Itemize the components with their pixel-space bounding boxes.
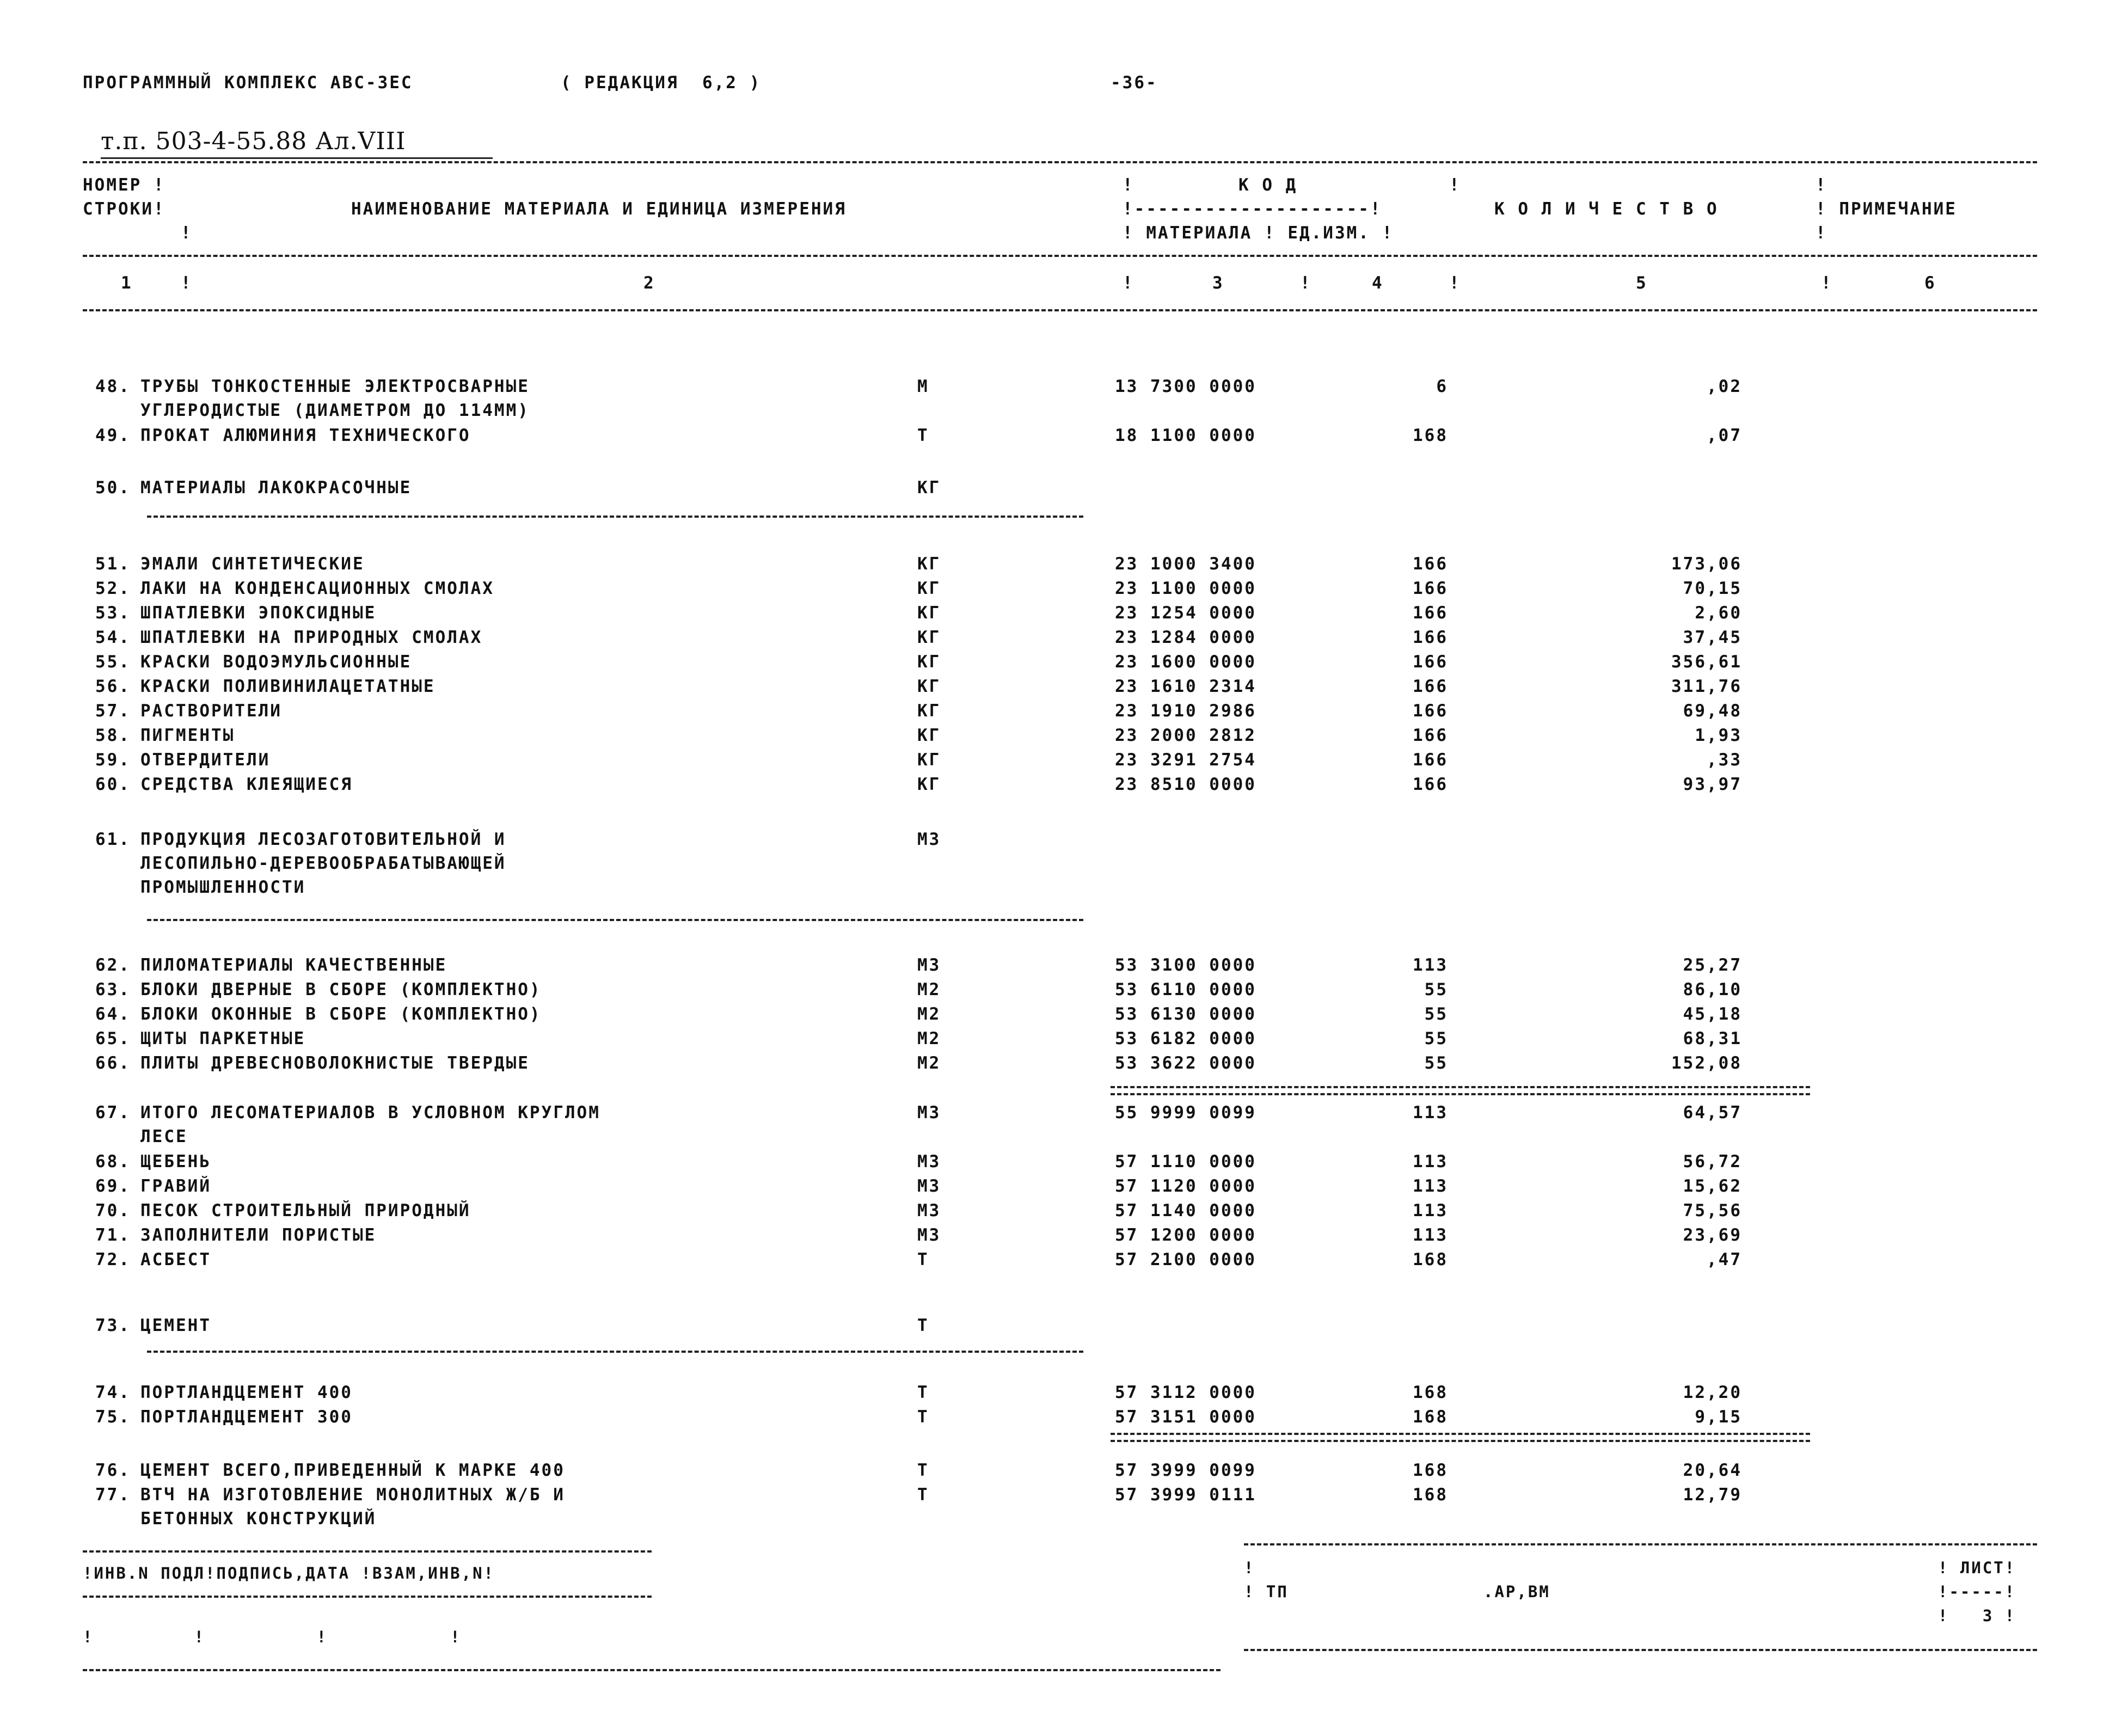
table-top-rule [83,161,2037,163]
row-quantity: 45,18 [1683,1004,1742,1024]
header-name: НАИМЕНОВАНИЕ МАТЕРИАЛА И ЕДИНИЦА ИЗМЕРЕНИЯ [351,199,847,219]
row-material-code: 23 1610 2314 [1115,677,1256,696]
row-unit-code: 168 [1413,1250,1448,1269]
row-quantity: 86,10 [1683,980,1742,999]
row-unit: КГ [917,677,941,696]
row-name: ВТЧ НА ИЗГОТОВЛЕНИЕ МОНОЛИТНЫХ Ж/Б И [140,1485,565,1505]
col-bar: ! [1449,273,1459,293]
row-number: 63. [95,980,131,999]
row-unit: Т [917,1461,929,1480]
row-unit: М3 [917,1176,941,1196]
col-num-1: 1 [121,273,131,293]
header-code-bar: ! [1123,175,1134,195]
row-number: 69. [95,1176,131,1196]
row-number: 68. [95,1152,131,1171]
row-name: ЩИТЫ ПАРКЕТНЫЕ [140,1029,306,1048]
row-quantity: ,07 [1707,426,1742,445]
row-material-code: 53 6182 0000 [1115,1029,1256,1048]
row-unit-code: 55 [1424,1053,1448,1073]
row-name: ЗАПОЛНИТЕЛИ ПОРИСТЫЕ [140,1225,377,1245]
row-quantity: 1,93 [1695,726,1742,745]
row-material-code: 57 3999 0099 [1115,1461,1256,1480]
row-name: УГЛЕРОДИСТЫЕ (ДИАМЕТРОМ ДО 114ММ) [140,401,530,420]
row-name: ПРОКАТ АЛЮМИНИЯ ТЕХНИЧЕСКОГО [140,426,471,445]
row-unit-code: 168 [1413,1407,1448,1427]
row-quantity: 9,15 [1695,1407,1742,1427]
row-unit-code: 168 [1413,1383,1448,1402]
row-unit-code: 113 [1413,1225,1448,1245]
stamp-top-rule [83,1550,652,1553]
row-material-code: 53 6130 0000 [1115,1004,1256,1024]
row-name: ОТВЕРДИТЕЛИ [140,750,271,770]
row-unit-code: 166 [1413,701,1448,721]
header-quantity: К О Л И Ч Е С Т В О [1494,199,1719,219]
row-number: 70. [95,1201,131,1220]
row-name: ПРОМЫШЛЕННОСТИ [140,878,306,897]
row-quantity: 23,69 [1683,1225,1742,1245]
row-quantity: 93,97 [1683,775,1742,794]
row-name: МАТЕРИАЛЫ ЛАКОКРАСОЧНЫЕ [140,478,412,498]
row-name: ЛЕСЕ [140,1127,188,1146]
row-unit: КГ [917,579,941,598]
row-material-code: 57 1120 0000 [1115,1176,1256,1196]
row-name: ПИЛОМАТЕРИАЛЫ КАЧЕСТВЕННЫЕ [140,955,447,975]
title-block-code: .АР,ВМ [1483,1582,1550,1601]
row-unit: КГ [917,554,941,574]
row-name: БЕТОННЫХ КОНСТРУКЦИЙ [140,1509,377,1529]
row-number: 58. [95,726,131,745]
row-quantity: 152,08 [1671,1053,1742,1073]
row-number: 66. [95,1053,131,1073]
row-unit: Т [917,1250,929,1269]
row-number: 50. [95,478,131,498]
row-unit-code: 166 [1413,677,1448,696]
row-material-code: 55 9999 0099 [1115,1103,1256,1122]
header-row-number: НОМЕР ! [83,175,165,195]
sheet-label: ! ЛИСТ! [1938,1559,2016,1577]
row-number: 76. [95,1461,131,1480]
row-unit-code: 166 [1413,579,1448,598]
title-block-tp: ! ТП [1244,1582,1289,1601]
row-number: 57. [95,701,131,721]
row-quantity: 75,56 [1683,1201,1742,1220]
row-name: ЛЕСОПИЛЬНО-ДЕРЕВООБРАБАТЫВАЮЩЕЙ [140,854,506,873]
document-reference: т.п. 503-4-55.88 Ал.VIII [101,127,406,155]
group-rule-cement [147,1351,1083,1353]
row-quantity: 356,61 [1671,652,1742,672]
row-quantity: 70,15 [1683,579,1742,598]
row-unit: КГ [917,775,941,794]
row-unit: М2 [917,1004,941,1024]
row-unit-code: 168 [1413,1485,1448,1505]
row-material-code: 57 3999 0111 [1115,1485,1256,1505]
row-unit-code: 113 [1413,955,1448,975]
row-unit-code: 113 [1413,1103,1448,1122]
header-code: К О Д [1238,175,1298,195]
row-number: 65. [95,1029,131,1048]
row-number: 71. [95,1225,131,1245]
row-unit-code: 166 [1413,554,1448,574]
row-name: ПОРТЛАНДЦЕМЕНТ 400 [140,1383,353,1402]
program-title: ПРОГРАММНЫЙ КОМПЛЕКС АВС-3ЕС [83,73,413,93]
header-note: ! ПРИМЕЧАНИЕ [1816,199,1957,219]
col-num-3: 3 [1212,273,1223,293]
row-name: КРАСКИ ВОДОЭМУЛЬСИОННЫЕ [140,652,412,672]
row-material-code: 23 2000 2812 [1115,726,1256,745]
row-unit: М2 [917,1029,941,1048]
row-name: ТРУБЫ ТОНКОСТЕННЫЕ ЭЛЕКТРОСВАРНЫЕ [140,377,530,396]
row-number: 72. [95,1250,131,1269]
row-unit: М2 [917,980,941,999]
row-material-code: 18 1100 0000 [1115,426,1256,445]
title-block-top [1244,1543,2037,1545]
row-unit-code: 168 [1413,1461,1448,1480]
row-material-code: 23 8510 0000 [1115,775,1256,794]
row-unit-code: 166 [1413,652,1448,672]
row-number: 67. [95,1103,131,1122]
row-unit-code: 113 [1413,1176,1448,1196]
row-material-code: 23 3291 2754 [1115,750,1256,770]
row-number: 62. [95,955,131,975]
row-number: 53. [95,603,131,623]
group-rule-wood [147,919,1083,921]
row-unit: М3 [917,955,941,975]
header-row-number-2: СТРОКИ! [83,199,165,219]
row-unit: КГ [917,603,941,623]
row-material-code: 53 3100 0000 [1115,955,1256,975]
row-number: 51. [95,554,131,574]
row-unit: М3 [917,1152,941,1171]
row-quantity: 12,79 [1683,1485,1742,1505]
row-quantity: 25,27 [1683,955,1742,975]
row-unit: КГ [917,652,941,672]
row-number: 60. [95,775,131,794]
row-material-code: 23 1254 0000 [1115,603,1256,623]
row-name: ПРОДУКЦИЯ ЛЕСОЗАГОТОВИТЕЛЬНОЙ И [140,830,506,849]
row-unit: Т [917,1316,929,1335]
col-bar: ! [1123,273,1133,293]
row-unit: М3 [917,1103,941,1122]
row-quantity: 12,20 [1683,1383,1742,1402]
total-rule-wood [1111,1086,1810,1095]
title-block-bar: ! [1244,1559,1255,1577]
row-name: ШПАТЛЕВКИ НА ПРИРОДНЫХ СМОЛАХ [140,628,483,647]
row-quantity: 56,72 [1683,1152,1742,1171]
row-name: ПЕСОК СТРОИТЕЛЬНЫЙ ПРИРОДНЫЙ [140,1201,471,1220]
row-material-code: 23 1100 0000 [1115,579,1256,598]
row-unit-code: 166 [1413,726,1448,745]
row-quantity: 64,57 [1683,1103,1742,1122]
row-unit-code: 168 [1413,426,1448,445]
row-name: ЛАКИ НА КОНДЕНСАЦИОННЫХ СМОЛАХ [140,579,494,598]
row-number: 59. [95,750,131,770]
row-unit-code: 113 [1413,1201,1448,1220]
row-unit: М3 [917,1201,941,1220]
col-bar: ! [181,273,191,293]
row-name: ЦЕМЕНТ ВСЕГО,ПРИВЕДЕННЫЙ К МАРКЕ 400 [140,1461,565,1480]
header-note-bar-2: ! [1816,223,1827,243]
col-num-4: 4 [1372,273,1382,293]
header-note-bar: ! [1816,175,1827,195]
header-rule [83,255,2037,257]
row-name: ПОРТЛАНДЦЕМЕНТ 300 [140,1407,353,1427]
row-name: ПЛИТЫ ДРЕВЕСНОВОЛОКНИСТЫЕ ТВЕРДЫЕ [140,1053,530,1073]
row-name: ЦЕМЕНТ [140,1316,211,1335]
row-unit: Т [917,1485,929,1505]
row-material-code: 53 3622 0000 [1115,1053,1256,1073]
row-number: 73. [95,1316,131,1335]
row-number: 52. [95,579,131,598]
row-quantity: 15,62 [1683,1176,1742,1196]
row-unit: КГ [917,750,941,770]
header-code-bar-r: ! [1449,175,1461,195]
row-name: ИТОГО ЛЕСОМАТЕРИАЛОВ В УСЛОВНОМ КРУГЛОМ [140,1103,600,1122]
row-unit-code: 6 [1436,377,1448,396]
row-quantity: 311,76 [1671,677,1742,696]
header-code-split: !--------------------! [1123,199,1382,219]
row-name: АСБЕСТ [140,1250,211,1269]
row-unit: М2 [917,1053,941,1073]
program-edition: ( РЕДАКЦИЯ 6,2 ) [561,73,762,93]
row-material-code: 23 1000 3400 [1115,554,1256,574]
col-num-5: 5 [1636,273,1646,293]
row-quantity: ,33 [1707,750,1742,770]
row-number: 54. [95,628,131,647]
row-unit-code: 166 [1413,603,1448,623]
row-name: ЩЕБЕНЬ [140,1152,211,1171]
row-unit: М3 [917,1225,941,1245]
row-unit-code: 166 [1413,775,1448,794]
row-quantity: 69,48 [1683,701,1742,721]
row-quantity: 37,45 [1683,628,1742,647]
title-block-bottom [1244,1649,2037,1651]
row-name: ГРАВИЙ [140,1176,211,1196]
row-number: 64. [95,1004,131,1024]
row-name: ШПАТЛЕВКИ ЭПОКСИДНЫЕ [140,603,377,623]
group-rule-paint [147,516,1083,518]
row-unit-code: 166 [1413,750,1448,770]
doc-ref-underline [101,157,493,159]
sheet-rule: !-----! [1938,1582,2016,1601]
row-unit: М3 [917,830,941,849]
row-number: 56. [95,677,131,696]
row-quantity: 173,06 [1671,554,1742,574]
row-quantity: 2,60 [1695,603,1742,623]
signature-stamp: !ИНВ.N ПОДЛ!ПОДПИСЬ,ДАТА !ВЗАМ,ИНВ,N! [83,1564,495,1582]
stamp-mid-rule [83,1596,652,1598]
row-material-code: 23 1284 0000 [1115,628,1256,647]
col-num-6: 6 [1924,273,1935,293]
row-unit: КГ [917,701,941,721]
row-number: 49. [95,426,131,445]
row-unit-code: 113 [1413,1152,1448,1171]
row-number: 77. [95,1485,131,1505]
row-name: ЭМАЛИ СИНТЕТИЧЕСКИЕ [140,554,365,574]
col-bar: ! [1300,273,1310,293]
row-unit: КГ [917,726,941,745]
row-material-code: 53 6110 0000 [1115,980,1256,999]
row-number: 74. [95,1383,131,1402]
row-number: 61. [95,830,131,849]
row-name: КРАСКИ ПОЛИВИНИЛАЦЕТАТНЫЕ [140,677,436,696]
row-number: 75. [95,1407,131,1427]
row-material-code: 57 1140 0000 [1115,1201,1256,1220]
row-name: СРЕДСТВА КЛЕЯЩИЕСЯ [140,775,353,794]
row-unit: М [917,377,929,396]
header-material-row: ! МАТЕРИАЛА ! ЕД.ИЗМ. ! [1123,223,1394,243]
row-unit: Т [917,1383,929,1402]
row-unit: Т [917,1407,929,1427]
stamp-bottom-rule [83,1669,1221,1671]
total-rule-cement [1111,1433,1810,1442]
row-unit-code: 55 [1424,1004,1448,1024]
row-unit: КГ [917,628,941,647]
row-name: БЛОКИ ОКОННЫЕ В СБОРЕ (КОМПЛЕКТНО) [140,1004,542,1024]
row-number: 48. [95,377,131,396]
row-number: 55. [95,652,131,672]
col-num-2: 2 [643,273,654,293]
row-material-code: 23 1600 0000 [1115,652,1256,672]
stamp-cells: ! ! ! ! [83,1628,462,1646]
row-unit-code: 166 [1413,628,1448,647]
row-unit: КГ [917,478,941,498]
row-quantity: 20,64 [1683,1461,1742,1480]
sheet-number: ! 3 ! [1938,1606,2016,1625]
row-name: ПИГМЕНТЫ [140,726,235,745]
header-bar: ! [181,223,193,243]
row-material-code: 57 3151 0000 [1115,1407,1256,1427]
header-bottom-rule [83,309,2037,311]
row-unit-code: 55 [1424,980,1448,999]
row-material-code: 57 1200 0000 [1115,1225,1256,1245]
row-material-code: 57 2100 0000 [1115,1250,1256,1269]
col-bar: ! [1821,273,1831,293]
row-material-code: 57 3112 0000 [1115,1383,1256,1402]
row-unit-code: 55 [1424,1029,1448,1048]
row-quantity: ,02 [1707,377,1742,396]
page-number: -36- [1111,73,1158,93]
row-unit: Т [917,426,929,445]
row-quantity: 68,31 [1683,1029,1742,1048]
row-name: БЛОКИ ДВЕРНЫЕ В СБОРЕ (КОМПЛЕКТНО) [140,980,542,999]
row-material-code: 57 1110 0000 [1115,1152,1256,1171]
row-name: РАСТВОРИТЕЛИ [140,701,282,721]
row-material-code: 23 1910 2986 [1115,701,1256,721]
row-material-code: 13 7300 0000 [1115,377,1256,396]
row-quantity: ,47 [1707,1250,1742,1269]
